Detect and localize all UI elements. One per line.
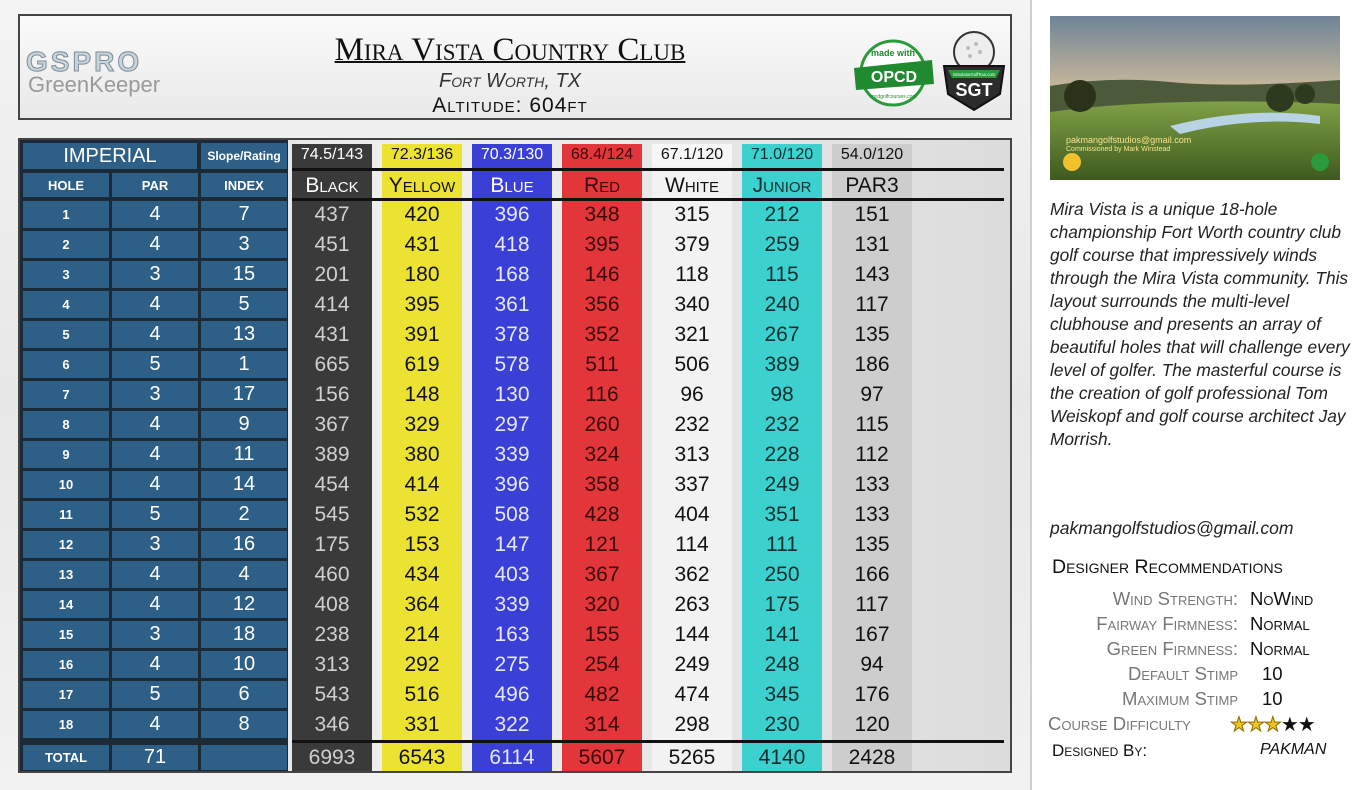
hole-number: 12 <box>22 530 110 559</box>
tee-yardage: 98 <box>770 383 794 406</box>
tee-yardage: 345 <box>764 683 800 706</box>
tee-yardage: 337 <box>674 473 710 496</box>
tee-yardage: 248 <box>764 653 800 676</box>
tee-yardage: 508 <box>494 503 530 526</box>
tee-total: 4140 <box>758 745 806 769</box>
recommendation-label: Default Stimp <box>1127 663 1238 684</box>
tee-name-white: White <box>665 174 719 197</box>
tee-yardage: 367 <box>584 563 620 586</box>
tee-yardage: 474 <box>674 683 710 706</box>
tee-yardage: 155 <box>584 623 620 646</box>
photo-commission: Commissioned by Mark Winstead <box>1066 146 1171 153</box>
recommendation-label: Green Firmness: <box>1106 638 1238 659</box>
hole-par: 3 <box>111 260 199 289</box>
hole-number: 13 <box>22 560 110 589</box>
tee-rating-blue: 70.3/130 <box>472 144 552 166</box>
opcd-logo <box>850 38 936 108</box>
hole-par: 4 <box>111 230 199 259</box>
hole-par: 4 <box>111 650 199 679</box>
svg-text:SimulatorGolfTour.com: SimulatorGolfTour.com <box>952 72 996 77</box>
tee-yardage: 131 <box>854 233 890 256</box>
hole-index: 5 <box>200 290 288 319</box>
tee-yardage: 114 <box>675 533 709 556</box>
hole-number: 11 <box>22 500 110 529</box>
hole-index: 11 <box>200 440 288 469</box>
tee-yardage: 130 <box>494 383 530 406</box>
hole-number: 14 <box>22 590 110 619</box>
tee-yardage: 230 <box>764 713 800 736</box>
scorecard-header <box>18 14 1012 120</box>
hole-number: 2 <box>22 230 110 259</box>
table-divider-line <box>292 740 1004 743</box>
tee-yardage: 153 <box>404 533 440 556</box>
tee-yardage: 313 <box>314 653 350 676</box>
tee-yardage: 320 <box>584 593 620 616</box>
gspro-logo: GSPRO <box>26 46 143 77</box>
tee-yardage: 619 <box>404 353 440 376</box>
tee-yardage: 292 <box>404 653 440 676</box>
hole-par: 4 <box>111 410 199 439</box>
hole-par: 5 <box>111 680 199 709</box>
tee-yardage: 460 <box>314 563 350 586</box>
tee-yardage: 121 <box>584 533 620 556</box>
hole-par: 4 <box>111 440 199 469</box>
tee-yardage: 240 <box>764 293 800 316</box>
tee-yardage: 418 <box>494 233 530 256</box>
tee-yardage: 532 <box>404 503 440 526</box>
tee-yardage: 396 <box>494 473 530 496</box>
sgt-logo <box>940 28 1008 114</box>
tee-yardage: 135 <box>854 323 890 346</box>
star-empty-icon: ★ <box>1297 714 1315 736</box>
tee-yardage: 249 <box>674 653 710 676</box>
tee-yardage: 168 <box>494 263 530 286</box>
tee-name-blue: Blue <box>490 174 534 197</box>
tee-name-red: Red <box>583 174 620 197</box>
total-index-empty <box>200 744 288 771</box>
tee-yardage: 214 <box>404 623 440 646</box>
tee-yardage: 267 <box>764 323 800 346</box>
hole-index: 17 <box>200 380 288 409</box>
tee-yardage: 254 <box>584 653 620 676</box>
star-empty-icon: ★ <box>1280 714 1298 736</box>
hole-index: 4 <box>200 560 288 589</box>
difficulty-label: Course Difficulty <box>1048 713 1191 734</box>
tee-yardage: 362 <box>674 563 710 586</box>
tee-yardage: 151 <box>854 203 890 226</box>
course-info-panel <box>1030 0 1358 790</box>
tee-yardage: 434 <box>404 563 440 586</box>
tee-yardage: 212 <box>764 203 800 226</box>
scorecard-table <box>18 138 1012 773</box>
svg-text:made with: made with <box>870 48 916 58</box>
hole-par: 3 <box>111 380 199 409</box>
tee-yardage: 117 <box>855 293 889 316</box>
tee-yardage: 97 <box>860 383 884 406</box>
designed-by-label: Designed By: <box>1052 741 1148 760</box>
tee-yardage: 297 <box>494 413 530 436</box>
hole-number: 5 <box>22 320 110 349</box>
tee-total: 5607 <box>578 745 626 769</box>
star-filled-icon: ★ <box>1263 714 1281 736</box>
greenkeeper-logo-text: GreenKeeper <box>28 72 161 97</box>
tee-yardage: 403 <box>494 563 530 586</box>
tee-yardage: 324 <box>584 443 620 466</box>
tee-yardage: 133 <box>854 473 890 496</box>
tee-yardage: 545 <box>314 503 350 526</box>
tee-yardage: 380 <box>404 443 440 466</box>
tee-yardage: 259 <box>764 233 800 256</box>
difficulty-rating <box>1230 712 1315 737</box>
tee-yardage: 364 <box>404 593 440 616</box>
tee-yardage: 361 <box>494 293 530 316</box>
tee-yardage: 414 <box>404 473 440 496</box>
hole-par: 5 <box>111 350 199 379</box>
tee-yardage: 356 <box>584 293 620 316</box>
tee-yardage: 260 <box>584 413 620 436</box>
tee-yardage: 496 <box>494 683 530 706</box>
tee-yardage: 451 <box>314 233 350 256</box>
tee-yardage: 431 <box>404 233 440 256</box>
tee-yardage: 141 <box>764 623 800 646</box>
svg-text:SGT: SGT <box>955 80 993 100</box>
tee-yardage: 144 <box>674 623 710 646</box>
designed-by-value: PAKMAN <box>1260 741 1327 758</box>
tee-yardage: 428 <box>584 503 620 526</box>
tee-yardage: 414 <box>314 293 350 316</box>
recommendation-value: 10 <box>1262 688 1283 709</box>
tee-yardage: 379 <box>674 233 710 256</box>
tee-yardage: 298 <box>674 713 710 736</box>
tee-yardage: 322 <box>494 713 530 736</box>
tee-yardage: 389 <box>764 353 800 376</box>
hole-par: 3 <box>111 530 199 559</box>
hole-par: 4 <box>111 710 199 739</box>
tee-yardage: 116 <box>585 383 619 406</box>
tee-rating-black: 74.5/143 <box>292 144 372 166</box>
recommendation-value: NoWind <box>1250 588 1314 609</box>
tee-yardage: 148 <box>404 383 440 406</box>
tee-yardage: 339 <box>494 593 530 616</box>
tee-yardage: 396 <box>494 203 530 226</box>
star-filled-icon: ★ <box>1230 714 1247 736</box>
star-filled-icon: ★ <box>1246 714 1264 736</box>
tee-yardage: 228 <box>764 443 800 466</box>
hole-par: 3 <box>111 620 199 649</box>
tee-total: 6543 <box>398 745 446 769</box>
tee-yardage: 395 <box>584 233 620 256</box>
slope-rating-label: Slope/Rating <box>200 142 288 170</box>
tee-yardage: 115 <box>765 263 799 286</box>
tee-yardage: 176 <box>854 683 890 706</box>
tee-yardage: 156 <box>314 383 350 406</box>
tee-yardage: 351 <box>764 503 800 526</box>
hole-number: 15 <box>22 620 110 649</box>
course-description: Mira Vista is a unique 18-hole championship Fort Worth country club golf course that impressively winds through the Mira Vista community. This layout surrounds the multi-level clubhouse and presents an array of beautiful holes that will challenge every level of golfer. The masterful course is the creation of golf professional Tom Weiskopf and golf course architect Jay Morrish. <box>1050 199 1350 449</box>
tee-name-par3: PAR3 <box>845 174 899 197</box>
tee-name-black: Black <box>305 174 359 197</box>
svg-text:OPCD: OPCD <box>870 69 918 86</box>
hole-par: 5 <box>111 500 199 529</box>
tee-total: 6114 <box>489 745 535 769</box>
hole-number: 18 <box>22 710 110 739</box>
tee-yardage: 506 <box>674 353 710 376</box>
tee-yardage: 96 <box>680 383 704 406</box>
tee-yardage: 408 <box>314 593 350 616</box>
tee-yardage: 133 <box>854 503 890 526</box>
course-photo <box>1050 16 1340 180</box>
tee-yardage: 135 <box>854 533 890 556</box>
tee-yardage: 143 <box>854 263 890 286</box>
hole-number: 10 <box>22 470 110 499</box>
hole-number: 8 <box>22 410 110 439</box>
hole-number: 9 <box>22 440 110 469</box>
tee-yardage: 115 <box>855 413 889 436</box>
tee-yardage: 147 <box>494 533 530 556</box>
tee-name-yellow: Yellow <box>388 174 456 197</box>
tee-yardage: 352 <box>584 323 620 346</box>
hole-index: 13 <box>200 320 288 349</box>
tee-yardage: 395 <box>404 293 440 316</box>
tee-yardage: 275 <box>494 653 530 676</box>
tee-yardage: 167 <box>854 623 890 646</box>
hole-index: 14 <box>200 470 288 499</box>
tee-yardage: 180 <box>404 263 440 286</box>
hole-number: 17 <box>22 680 110 709</box>
tee-yardage: 117 <box>855 593 889 616</box>
tee-total: 2428 <box>848 745 896 769</box>
tee-rating-white: 67.1/120 <box>652 144 732 166</box>
tee-yardage: 238 <box>314 623 350 646</box>
tee-yardage: 175 <box>314 533 350 556</box>
scorecard <box>18 14 1012 773</box>
tee-rating-par3: 54.0/120 <box>832 144 912 166</box>
tee-yardage: 389 <box>314 443 350 466</box>
recommendation-label: Fairway Firmness: <box>1096 613 1238 634</box>
tee-yardage: 665 <box>314 353 350 376</box>
hole-par: 4 <box>111 470 199 499</box>
hole-index: 15 <box>200 260 288 289</box>
tee-yardage: 482 <box>584 683 620 706</box>
course-location: Fort Worth, TX <box>438 70 582 92</box>
tee-rating-yellow: 72.3/136 <box>382 144 462 166</box>
tee-yardage: 186 <box>854 353 890 376</box>
index-column-header: INDEX <box>200 172 288 198</box>
hole-number: 16 <box>22 650 110 679</box>
hole-column-header: HOLE <box>22 172 110 198</box>
tee-yardage: 315 <box>674 203 710 226</box>
hole-number: 7 <box>22 380 110 409</box>
tee-yardage: 94 <box>860 653 884 676</box>
hole-index: 2 <box>200 500 288 529</box>
hole-number: 3 <box>22 260 110 289</box>
tee-yardage: 175 <box>764 593 800 616</box>
tee-yardage: 111 <box>766 533 798 556</box>
course-altitude: Altitude: 604ft <box>432 94 588 117</box>
tee-yardage: 348 <box>584 203 620 226</box>
tee-rating-red: 68.4/124 <box>562 144 642 166</box>
tee-yardage: 313 <box>674 443 710 466</box>
tee-yardage: 232 <box>674 413 710 436</box>
hole-number: 6 <box>22 350 110 379</box>
tee-yardage: 201 <box>314 263 350 286</box>
tee-yardage: 263 <box>674 593 710 616</box>
contact-email[interactable]: pakmangolfstudios@gmail.com <box>1050 518 1294 538</box>
hole-number: 4 <box>22 290 110 319</box>
hole-par: 4 <box>111 590 199 619</box>
tee-yardage: 358 <box>584 473 620 496</box>
tee-yardage: 314 <box>584 713 620 736</box>
tee-yardage: 321 <box>674 323 710 346</box>
tee-yardage: 543 <box>314 683 350 706</box>
tee-yardage: 339 <box>494 443 530 466</box>
par-column-header: PAR <box>111 172 199 198</box>
tee-yardage: 329 <box>404 413 440 436</box>
tee-yardage: 249 <box>764 473 800 496</box>
tee-yardage: 378 <box>494 323 530 346</box>
course-title: Mira Vista Country Club <box>334 32 686 68</box>
hole-index: 10 <box>200 650 288 679</box>
tee-yardage: 120 <box>854 713 890 736</box>
tee-yardage: 112 <box>855 443 889 466</box>
tee-yardage: 404 <box>674 503 710 526</box>
tee-yardage: 163 <box>494 623 530 646</box>
hole-number: 1 <box>22 200 110 229</box>
tee-yardage: 578 <box>494 353 530 376</box>
table-divider-line <box>292 168 1004 171</box>
total-par: 71 <box>111 744 199 771</box>
svg-text:opcdgolfcourses.com: opcdgolfcourses.com <box>869 94 917 100</box>
hole-index: 16 <box>200 530 288 559</box>
tee-yardage: 431 <box>314 323 350 346</box>
tee-yardage: 340 <box>674 293 710 316</box>
hole-par: 4 <box>111 290 199 319</box>
hole-index: 18 <box>200 620 288 649</box>
total-label: TOTAL <box>22 744 110 771</box>
hole-par: 4 <box>111 200 199 229</box>
system-label: IMPERIAL <box>22 142 198 170</box>
hole-index: 6 <box>200 680 288 709</box>
hole-index: 8 <box>200 710 288 739</box>
tee-yardage: 346 <box>314 713 350 736</box>
photo-email: pakmangolfstudios@gmail.com <box>1066 135 1192 145</box>
recommendation-value: 10 <box>1262 663 1283 684</box>
tee-yardage: 391 <box>404 323 440 346</box>
tee-yardage: 331 <box>404 713 440 736</box>
tee-yardage: 250 <box>764 563 800 586</box>
table-divider-line <box>292 198 1004 201</box>
recommendation-value: Normal <box>1250 638 1310 659</box>
hole-index: 12 <box>200 590 288 619</box>
hole-index: 1 <box>200 350 288 379</box>
tee-yardage: 232 <box>764 413 800 436</box>
tee-yardage: 420 <box>404 203 440 226</box>
tee-name-junior: Junior <box>752 174 812 197</box>
tee-yardage: 516 <box>404 683 440 706</box>
tee-rating-junior: 71.0/120 <box>742 144 822 166</box>
tee-yardage: 437 <box>314 203 350 226</box>
tee-yardage: 367 <box>314 413 350 436</box>
tee-total: 5265 <box>668 745 716 769</box>
tee-yardage: 454 <box>314 473 350 496</box>
recommendation-label: Maximum Stimp <box>1122 688 1238 709</box>
hole-par: 4 <box>111 560 199 589</box>
recommendation-value: Normal <box>1250 613 1310 634</box>
recommendations-title: Designer Recommendations <box>1052 556 1283 578</box>
hole-index: 7 <box>200 200 288 229</box>
hole-index: 9 <box>200 410 288 439</box>
recommendation-label: Wind Strength: <box>1112 588 1238 609</box>
tee-yardage: 166 <box>854 563 890 586</box>
hole-par: 4 <box>111 320 199 349</box>
tee-total: 6993 <box>308 745 356 769</box>
hole-index: 3 <box>200 230 288 259</box>
tee-yardage: 511 <box>585 353 619 376</box>
tee-yardage: 118 <box>675 263 709 286</box>
tee-yardage: 146 <box>584 263 620 286</box>
